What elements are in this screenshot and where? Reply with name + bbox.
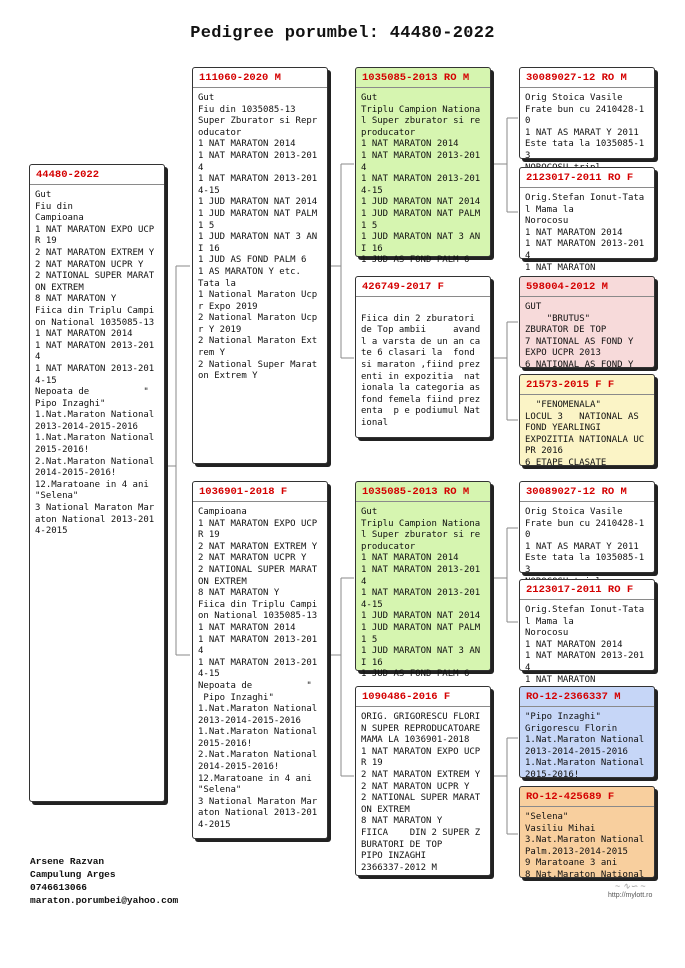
great-grandparent-8-id: RO-12-425689 F [520, 787, 654, 807]
great-grandparent-3-id: 598004-2012 M [520, 277, 654, 297]
great-grandparent-7-id: RO-12-2366337 M [520, 687, 654, 707]
great-grandparent-card-4[interactable] [519, 374, 655, 466]
great-grandparent-6-details: Orig.Stefan Ionut-Tatal Mama la Norocosu 1 NAT MARATON 2014 1 NAT MARATON 2013-2014 1 NAT MARATON [525, 605, 645, 685]
subject-details: Gut Fiu din Campioana 1 NAT MARATON EXPO UCPR 19 2 NAT MARATON EXTREM Y 2 NAT MARATON UCPR Y 2 NATIONAL SUPER MARATON EXTREM 8 NAT MARATON Y Fiica din Triplu Campion National 1035085-13 1 NAT MARATON 2014 1 NAT MARATON 2013-2014 1 NAT MARATON 2013-2014-15 Nepoata de " Pipo Inzaghi" 1.Nat.Maraton National2013-2014-2015-2016 1.Nat.Maraton National 2015-2016! 2.Nat.Maraton National 2014-2015-2016! 12.Maratoane in 4 ani "Selena" 3 National Maraton Maraton National 2013-2014-2015 [35, 190, 155, 537]
dam-sire-details: Gut Triplu Campion National Super zburator si reproducator 1 NAT MARATON 2014 1 NAT MARATON 2013-2014 1 NAT MARATON 2013-2014-15 1 JUD MARATON NAT 2014 1 JUD MARATON NAT PALM 1 5 1 JUD MARATON NAT 3 ANI 16 1 JUD AS FOND PALM 6 [361, 507, 481, 680]
breeder-phone: 0746613066 [30, 882, 88, 893]
great-grandparent-2-id: 2123017-2011 RO F [520, 168, 654, 188]
great-grandparent-1-id: 30089027-12 RO M [520, 68, 654, 88]
great-grandparent-card-5[interactable] [519, 481, 655, 573]
sire-dam-card[interactable] [355, 276, 491, 438]
great-grandparent-card-1[interactable] [519, 67, 655, 159]
great-grandparent-2-details: Orig.Stefan Ionut-Tatal Mama la Norocosu 1 NAT MARATON 2014 1 NAT MARATON 2013-2014 1 NAT MARATON [525, 193, 645, 273]
great-grandparent-card-7[interactable] [519, 686, 655, 778]
great-grandparent-5-details: Orig Stoica Vasile Frate bun cu 2410428-10 1 NAT AS MARAT Y 2011 Este tata la 1035085-13 [525, 507, 645, 575]
great-grandparent-card-2[interactable] [519, 167, 655, 273]
sire-sire-details: Gut Triplu Campion National Super zburator si reproducator 1 NAT MARATON 2014 1 NAT MARATON 2013-2014 1 NAT MARATON 2013-2014-15 1 JUD MARATON NAT 2014 1 JUD MARATON NAT PALM 1 5 1 JUD MARATON NAT 3 ANI 16 1 JUD AS FOND PALM 6 [361, 93, 481, 266]
subject-card[interactable] [29, 164, 165, 802]
great-grandparent-6-id: 2123017-2011 RO F [520, 580, 654, 600]
sire-id: 111060-2020 M [193, 68, 327, 88]
great-grandparent-1-details: Orig Stoica Vasile Frate bun cu 2410428-10 1 NAT AS MARAT Y 2011 Este tata la 1035085-13 [525, 93, 645, 161]
great-grandparent-card-3[interactable] [519, 276, 655, 368]
watermark [608, 882, 652, 900]
dam-sire-card[interactable] [355, 481, 491, 680]
signature-mark: ~ ∿∽ ~ [614, 881, 646, 891]
sire-sire-card[interactable] [355, 67, 491, 266]
great-grandparent-3-details: GUT "BRUTUS" ZBURATOR DE TOP 7 NATIONAL AS FOND Y EXPO UCPR 2013 6 NATIONAL AS FOND Y [525, 302, 634, 370]
sire-card[interactable] [192, 67, 328, 464]
great-grandparent-4-details: "FENOMENALA" LOCUL 3 NATIONAL AS FOND YEARLINGI EXPOZITIA NATIONALA UCPR 2016 6 ETAPE CLASATE [525, 400, 645, 468]
great-grandparent-5-id: 30089027-12 RO M [520, 482, 654, 502]
breeder-email[interactable]: maraton.porumbei@yahoo.com [30, 895, 179, 906]
dam-dam-card[interactable] [355, 686, 491, 876]
great-grandparent-card-6[interactable] [519, 579, 655, 685]
breeder-city: Campulung Arges [30, 869, 116, 880]
great-grandparent-7-details: "Pipo Inzaghi" Grigorescu Florin 1.Nat.Maraton National2013-2014-2015-2016 1.Nat.Maraton National 2015-2016! [525, 712, 645, 780]
subject-id: 44480-2022 [30, 165, 164, 185]
breeder-contact [30, 855, 178, 907]
dam-card[interactable] [192, 481, 328, 839]
great-grandparent-8-details: "Selena" Vasiliu Mihai 3.Nat.Maraton National Palm.2013-2014-2015 9 Maratoane 3 ani 8 Nat.Maraton National [525, 812, 645, 880]
dam-dam-details: ORIG. GRIGORESCU FLORIN SUPER REPRODUCATOARE MAMA LA 1036901-2018 1 NAT MARATON EXPO UCPR 19 2 NAT MARATON EXTREM Y 2 NAT MARATON UCPR Y 2 NATIONAL SUPER MARATON EXTREM 8 NAT MARATON Y FIICA DIN 2 SUPER ZBURATORI DE TOP PIPO INZAGHI 2366337-2012 M [361, 712, 481, 873]
sire-dam-id: 426749-2017 F [356, 277, 490, 297]
great-grandparent-card-8[interactable] [519, 786, 655, 878]
dam-details: Campioana 1 NAT MARATON EXPO UCPR 19 2 NAT MARATON EXTREM Y 2 NAT MARATON UCPR Y 2 NATIONAL SUPER MARATON EXTREM 8 NAT MARATON Y Fiica din Triplu Campion National 1035085-13 1 NAT MARATON 2014 1 NAT MARATON 2013-2014 1 NAT MARATON 2013-2014-15 Nepoata de " Pipo Inzaghi" 1.Nat.Maraton National2013-2014-2015-2016 1.Nat.Maraton National 2015-2016! 2.Nat.Maraton National 2014-2015-2016! 12.Maratoane in 4 ani "Selena" 3 National Maraton Maraton National 2013-2014-2015 [198, 507, 318, 831]
watermark-url[interactable]: http://mylott.ro [608, 892, 653, 899]
page-title: Pedigree porumbel: 44480-2022 [190, 24, 495, 43]
sire-sire-id: 1035085-2013 RO M [356, 68, 490, 88]
great-grandparent-4-id: 21573-2015 F F [520, 375, 654, 395]
sire-dam-details: Fiica din 2 zburatori de Top ambii avand l a varsta de un an cate 6 clasari la fond si maraton ,fiind prezenti in expozitia nationala la categoria as fond femela fiind prezenta p e podiumul National [361, 313, 481, 428]
sire-details: Gut Fiu din 1035085-13 Super Zburator si Reproducator 1 NAT MARATON 2014 1 NAT MARATON 2013-2014 1 NAT MARATON 2013-2014-15 1 JUD MARATON NAT 2014 1 JUD MARATON NAT PALM 1 5 1 JUD MARATON NAT 3 ANI 16 1 JUD AS FOND PALM 6 1 AS MARATON Y etc. Tata la 1 National Maraton Ucpr Expo 2019 2 National Maraton Ucpr Y 2019 2 National Maraton Extrem Y 2 National Super Maraton Extrem Y [198, 93, 318, 382]
dam-dam-id: 1090486-2016 F [356, 687, 490, 707]
breeder-name: Arsene Razvan [30, 856, 105, 867]
dam-sire-id: 1035085-2013 RO M [356, 482, 490, 502]
dam-id: 1036901-2018 F [193, 482, 327, 502]
